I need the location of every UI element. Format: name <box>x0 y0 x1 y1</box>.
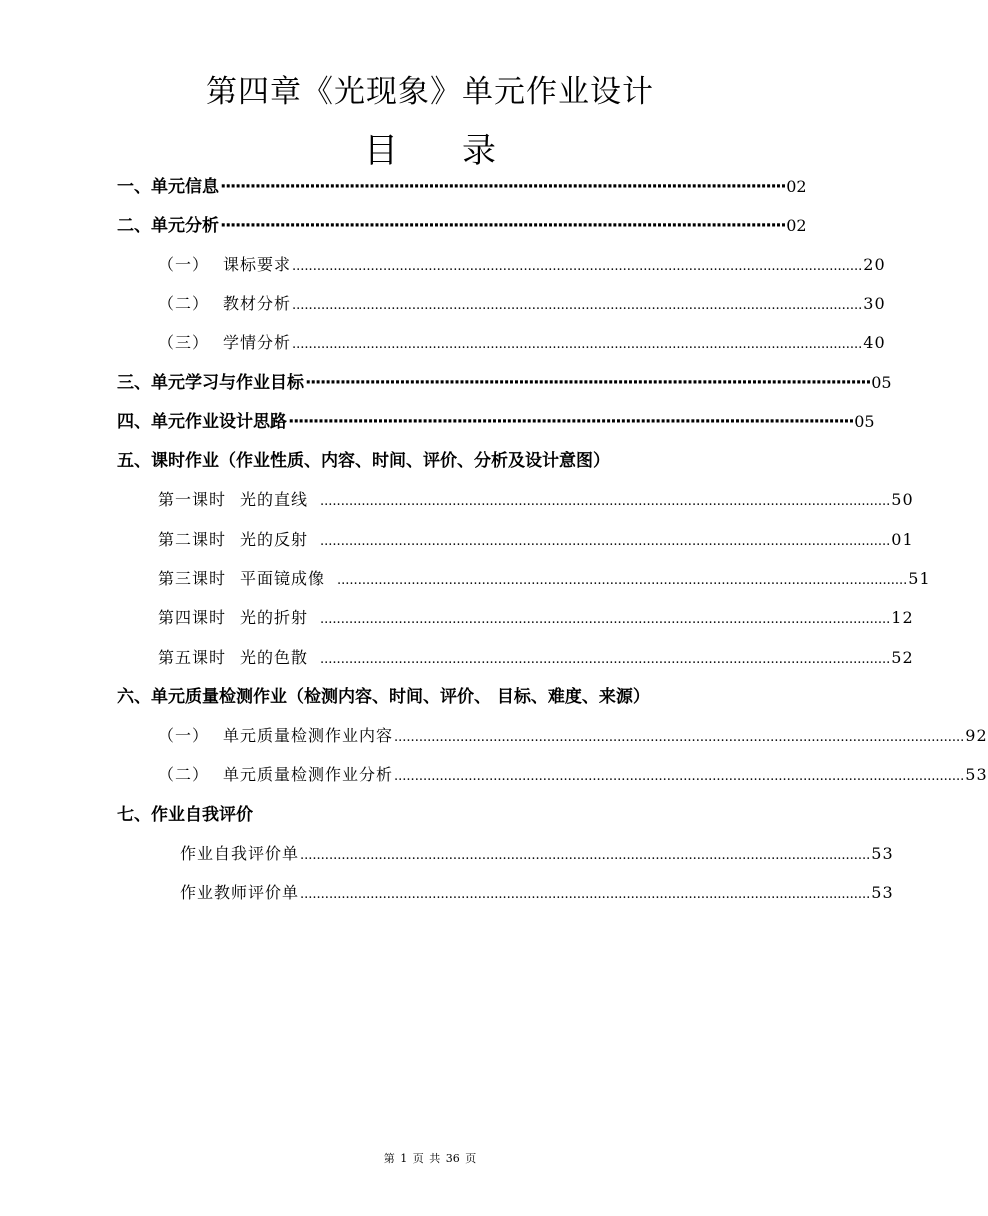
toc-heading <box>0 128 860 174</box>
toc-entry-number: （二） <box>158 294 210 313</box>
toc-entry-lesson-2[interactable] <box>158 527 914 553</box>
toc-entry-label: 教材分析 <box>223 294 292 313</box>
toc-leader-dots: .......................................................................................................................................... <box>300 887 871 902</box>
toc-leader-dots: .......................................................................................................................................... <box>292 259 863 274</box>
toc-entry-lesson-number: 第二课时 <box>158 530 227 549</box>
toc-leader-dots: .......................................................................................................................................... <box>320 652 891 667</box>
toc-heading-char-2: 录 <box>462 131 496 171</box>
toc-entry-unit-info[interactable] <box>117 174 807 200</box>
toc-entry-label: 三、单元学习与作业目标 <box>117 373 304 393</box>
toc-entry-number: （一） <box>158 726 210 745</box>
toc-entry-test-content[interactable] <box>158 723 988 749</box>
toc-entry-page: 50 <box>891 490 914 509</box>
toc-entry-page: 02 <box>786 177 807 196</box>
toc-entry-lesson-1[interactable] <box>158 487 914 513</box>
toc-entry-page: 20 <box>863 255 886 274</box>
toc-entry-lesson-number: 第四课时 <box>158 608 227 627</box>
toc-entry-page: 53 <box>871 883 894 902</box>
toc-entry-page: 53 <box>871 844 894 863</box>
toc-entry-page: 92 <box>965 726 988 745</box>
toc-leader-dots: .......................................................................................................................................... <box>292 298 863 313</box>
toc-entry-page: 53 <box>965 765 988 784</box>
toc-leader-dots: ·················································································································· <box>288 412 854 432</box>
toc-entry-label: 一、单元信息 <box>117 177 219 197</box>
toc-entry-student-analysis[interactable] <box>158 330 886 356</box>
toc-entry-label: 光的直线 <box>240 490 309 509</box>
toc-leader-dots: .......................................................................................................................................... <box>320 534 891 549</box>
toc-entry-page: 12 <box>891 608 914 627</box>
toc-leader-dots: ·················································································································· <box>220 216 786 236</box>
toc-entry-page: 05 <box>854 412 875 431</box>
toc-leader-dots: .......................................................................................................................................... <box>300 848 871 863</box>
page-title: 第四章《光现象》单元作业设计 <box>206 74 654 110</box>
toc-entry-label: 平面镜成像 <box>240 569 326 588</box>
toc-entry-label: 光的色散 <box>240 648 309 667</box>
toc-entry-page: 30 <box>863 294 886 313</box>
toc-leader-dots: .......................................................................................................................................... <box>320 612 891 627</box>
toc-entry-label: 光的反射 <box>240 530 309 549</box>
toc-entry-label: 单元质量检测作业分析 <box>223 765 394 784</box>
toc-entry-lesson-4[interactable] <box>158 605 914 631</box>
toc-entry-label: 七、作业自我评价 <box>117 805 253 825</box>
toc-entry-lesson-number: 第五课时 <box>158 648 227 667</box>
toc-entry-unit-analysis[interactable] <box>117 213 807 239</box>
toc-entry-lesson-number: 第三课时 <box>158 569 227 588</box>
toc-entry-learning-goals[interactable] <box>117 370 892 396</box>
toc-heading-char-1: 目 <box>364 131 398 171</box>
toc-leader-dots: .......................................................................................................................................... <box>394 730 965 745</box>
toc-leader-dots: .......................................................................................................................................... <box>292 337 863 352</box>
toc-entry-label: 单元质量检测作业内容 <box>223 726 394 745</box>
toc-leader-dots: .......................................................................................................................................... <box>337 573 908 588</box>
toc-entry-label: 五、课时作业（作业性质、内容、时间、评价、分析及设计意图） <box>117 451 610 471</box>
toc-entry-self-evaluation-form[interactable] <box>180 841 894 867</box>
toc-entry-label: 光的折射 <box>240 608 309 627</box>
toc-entry-textbook-analysis[interactable] <box>158 291 886 317</box>
toc-entry-label: 作业教师评价单 <box>180 883 300 902</box>
toc-entry-lesson-5[interactable] <box>158 645 914 671</box>
toc-entry-label: 学情分析 <box>223 333 292 352</box>
toc-entry-self-evaluation[interactable] <box>117 802 718 828</box>
toc-entry-page: 02 <box>786 216 807 235</box>
toc-entry-lesson-homework[interactable] <box>117 448 737 474</box>
toc-entry-number: （三） <box>158 333 210 352</box>
toc-entry-page: 52 <box>891 648 914 667</box>
toc-entry-curriculum-standards[interactable] <box>158 252 886 278</box>
page-footer: 第 1 页 共 36 页 <box>383 1152 477 1165</box>
toc-leader-dots: .......................................................................................................................................... <box>394 769 965 784</box>
toc-entry-lesson-number: 第一课时 <box>158 490 227 509</box>
toc-entry-teacher-evaluation-form[interactable] <box>180 880 894 906</box>
toc-entry-page: 05 <box>871 373 892 392</box>
toc-entry-unit-quality-test[interactable] <box>117 684 747 710</box>
toc-leader-dots: .......................................................................................................................................... <box>320 494 891 509</box>
toc-entry-label: 课标要求 <box>223 255 292 274</box>
toc-entry-test-analysis[interactable] <box>158 762 988 788</box>
toc-leader-dots: ·················································································································· <box>305 373 871 393</box>
toc-entry-lesson-3[interactable] <box>158 566 931 592</box>
toc-entry-page: 51 <box>908 569 931 588</box>
toc-entry-label: 六、单元质量检测作业（检测内容、时间、评价、 目标、难度、来源） <box>117 687 650 707</box>
toc-entry-label: 二、单元分析 <box>117 216 219 236</box>
toc-entry-number: （二） <box>158 765 210 784</box>
toc-entry-number: （一） <box>158 255 210 274</box>
toc-leader-dots: ·················································································································· <box>220 177 786 197</box>
toc-entry-label: 作业自我评价单 <box>180 844 300 863</box>
toc-entry-page: 40 <box>863 333 886 352</box>
toc-entry-label: 四、单元作业设计思路 <box>117 412 287 432</box>
toc-entry-design-ideas[interactable] <box>117 409 875 435</box>
toc-entry-page: 01 <box>891 530 914 549</box>
